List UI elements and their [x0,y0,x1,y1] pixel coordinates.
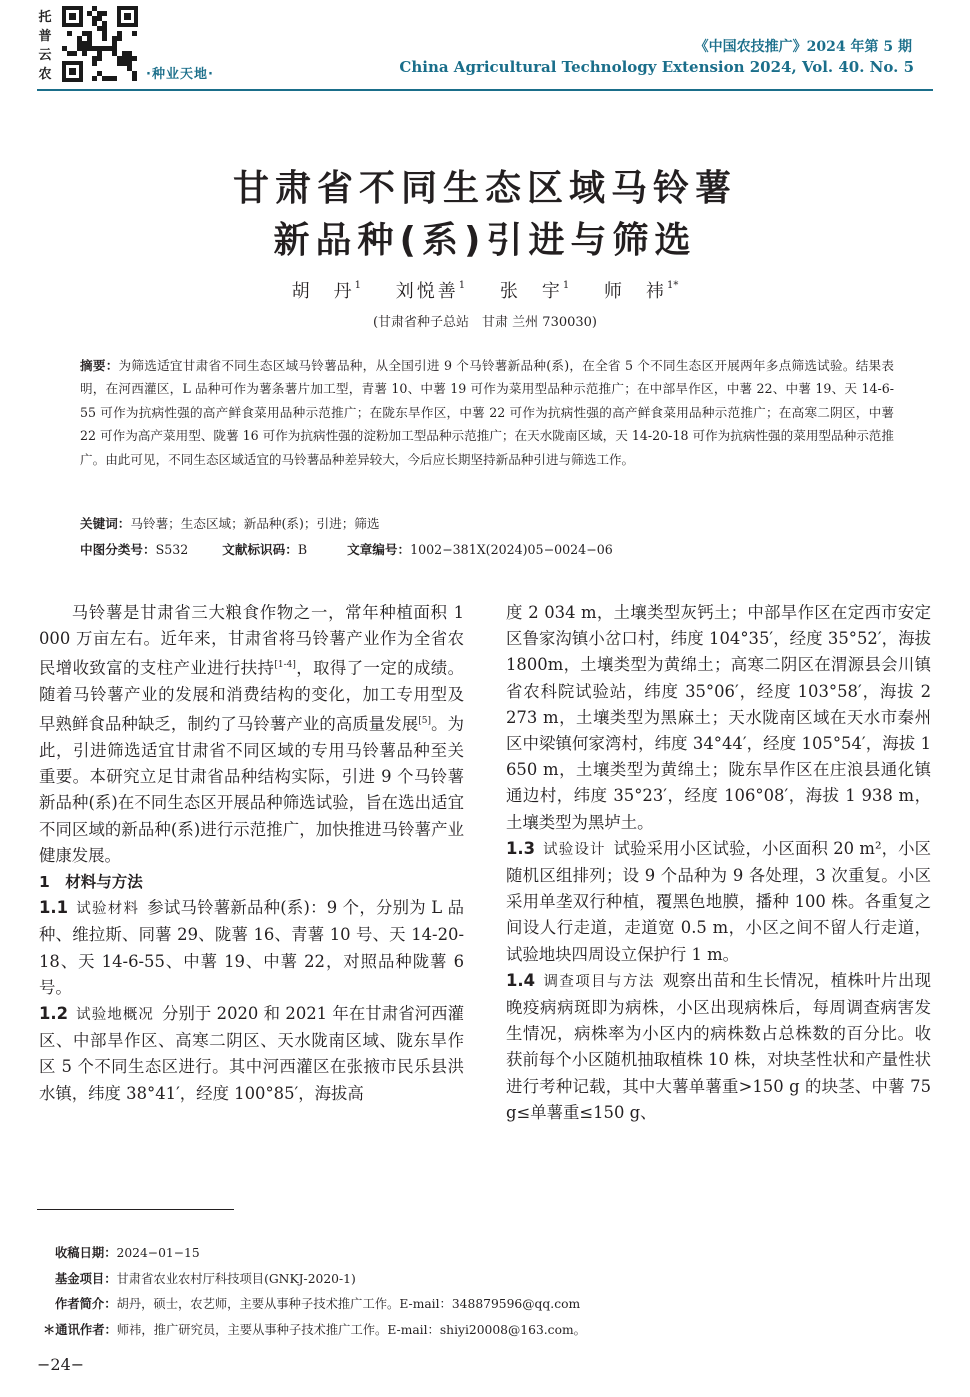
brand-char: 农 [38,67,52,82]
brand-char: 托 [38,10,52,25]
brand-char: 云 [38,48,52,63]
abstract [80,354,894,471]
header-divider [37,89,933,91]
author-affil-mark: 1* [666,280,679,291]
doc-code-label: 文献标识码： [222,542,298,557]
qr-code-icon [62,6,138,82]
section-1-2-continued: 度 2 034 m，土壤类型灰钙土；中部旱作区在定西市安定区鲁家沟镇小岔口村，纬度 104°35′，经度 35°52′，海拔 1800m，土壤类型为黄绵土；高寒二阴区在渭源县会川镇省农科院试验站，纬度 35°06′，经度 103°58′，海拔 2 273 m，土壤类型为黑麻土；天水陇南区域在天水市秦州区中梁镇何家湾村，纬度 34°44′，经度 105°54′，海拔 1 650 m，土壤类型为黄绵土；陇东旱作区在庄浪县通化镇通边村，纬度 35°23′，经度 106°08′，海拔 1 938 m，土壤类型为黑垆土。 [506,603,931,832]
affiliation: (甘肃省种子总站 甘肃 兰州 730030) [372,315,598,330]
qr-module [97,56,102,61]
section-text: 分别于 2020 和 2021 年在甘肃省河西灌区、中部旱作区、高寒二阴区、天水陇南区域、陇东旱作区 5 个不同生态区进行。其中河西灌区在张掖市民乐县洪水镇，纬度 38°41′，经度 100°85′，海拔高 [39,1003,465,1103]
keywords-text: 马铃薯；生态区域；新品种(系)；引进；筛选 [130,516,380,531]
qr-module [117,36,122,41]
qr-module [112,76,117,81]
footnote-author [55,1292,925,1318]
author-affil-mark: 1 [458,280,466,291]
paper-title-line2: 新品种(系)引进与筛选 [273,220,697,261]
qr-module [72,51,77,56]
citation: [1-4] [274,660,296,671]
brand-vertical-text [37,8,53,84]
qr-module [132,76,137,81]
section-1-2 [39,1001,464,1107]
qr-module [132,56,137,61]
section-number: 1.4 [506,970,536,990]
body-column-left [39,600,464,1107]
footnote-value: 师祎，推广研究员，主要从事种子技术推广工作。E-mail：shiyi20008@163.com。 [116,1322,586,1337]
section-1-3 [506,836,931,968]
author-affil-mark: 1 [562,280,570,291]
footnote-fund [55,1267,925,1293]
qr-module [82,51,87,56]
intro-text-b: ，取得了一定的成绩。随着马铃薯产业的发展和消费结构的变化，加工专用型及早熟鲜食品种缺乏，制约了马铃薯产业的高质量发展 [39,658,465,734]
section-1-4 [506,968,931,1126]
footnote-label: 收稿日期： [55,1246,117,1260]
qr-module [102,36,107,41]
qr-module [67,31,72,36]
section-1-1 [39,895,464,1001]
footnote-value: 2024−01−15 [116,1246,200,1260]
journal-title-cn: 《中国农技推广》2024 年第 5 期 [694,39,912,55]
abstract-text: 为筛选适宜甘肃省不同生态区域马铃薯品种，从全国引进 9 个马铃薯新品种(系)，在全省 5 个不同生态区开展两年多点筛选试验。结果表明，在河西灌区，L 品种可作为薯条薯片加工型，青薯 10、中薯 19 可作为菜用型品种示范推广；在中部旱作区，中薯 22、中薯 19、天 14-6-55 可作为抗病性强的高产鲜食菜用品种示范推广；在陇东旱作区，中薯 22 可作为抗病性强的高产鲜食菜用品种示范推广；在高寒二阴区，中薯 22 可作为高产菜用型、陇薯 16 可作为抗病性强的淀粉加工型品种示范推广；在天水陇南区域，天 14-20-18 可作为抗病性强的菜用型品种示范推广。由此可见，不同生态区域适宜的马铃薯品种差异较大，今后应长期坚持新品种引进与筛选工作。 [80,358,894,467]
author-name: 师 祎 [603,281,667,302]
abstract-label: 摘要： [80,358,119,373]
intro-text-a: 马铃薯是甘肃省三大粮食作物之一，常年种植面积 1 000 万亩左右。近年来，甘肃省将马铃薯产业作为全省农民增收致富的支柱产业进行扶持 [39,603,464,678]
author-list [0,277,970,303]
intro-paragraph [39,600,464,869]
keywords-label: 关键词： [80,516,131,531]
section-heading-1: 1 材料与方法 [39,872,143,891]
page-number: −24− [37,1355,85,1374]
paper-title-line1: 甘肃省不同生态区域马铃薯 [232,168,737,209]
intro-text-c: 。为此，引进筛选适宜甘肃省不同区域的专用马铃薯品种至关重要。本研究立足甘肃省品种结构实际，引进 9 个马铃薯新品种(系)在不同生态区开展品种筛选试验，旨在选出适宜不同区域的新品种(系)进行示范推广，加快推进马铃薯产业健康发展。 [39,714,465,865]
footnote-corresponding [43,1318,925,1344]
footnote-divider [37,1209,234,1210]
clc-label: 中图分类号： [80,542,156,557]
article-no-value: 1002−381X(2024)05−0024−06 [410,542,613,557]
doc-code-value: B [297,542,308,557]
citation: [5] [418,716,432,727]
author-name: 张 宇 [499,281,563,302]
qr-module [92,76,97,81]
qr-module [92,61,97,66]
author-name: 刘悦善 [395,281,459,302]
footnote-label: 作者简介： [55,1297,117,1312]
section-text: 参试马铃薯新品种(系)：9 个，分别为 L 品种、维拉斯、同薯 29、陇薯 16、青薯 10 号、天 14-20-18、天 14-6-55、中薯 19、中薯 22，对照品种陇薯 6 号。 [39,898,465,997]
journal-title-en: China Agricultural Technology Extension 2024, Vol. 40. No. 5 [399,58,914,76]
article-no-label: 文章编号： [347,542,411,557]
section-text: 试验采用小区试验，小区面积 20 m²，小区随机区组排列；设 9 个品种为 9 各处理，3 次重复。小区采用单垄双行种植，覆黑色地膜，播种 100 株。各重复之间设人行走道，走道宽 0.5 m，小区之间不留人行走道，试验地块四周设立保护行 1 m。 [506,838,932,964]
section-number: 1.3 [506,838,536,858]
footnote-received [55,1241,925,1267]
body-column-right [506,600,931,1126]
qr-module [102,11,107,16]
clc-value: S532 [155,542,189,557]
section-title: 试验地概况 [76,1006,154,1023]
section-number: 1.2 [39,1003,69,1023]
footnote-label: ＊通讯作者： [43,1322,117,1337]
section-text: 观察出苗和生长情况，植株叶片出现晚疫病病斑即为病株，小区出现病株后，每周调查病害发生情况，病株率为小区内的病株数占总株数的百分比。收获前每个小区随机抽取植株 10 株，对块茎性状和产量性状进行考种记载，其中大薯单薯重>150 g 的块茎、中薯 75 g≤单薯重≤150 g、 [506,970,932,1122]
qr-module [132,31,137,36]
section-title: 试验设计 [543,841,606,858]
footnote-label: 基金项目： [55,1271,117,1286]
section-number: 1.1 [39,898,69,918]
footnote-value: 甘肃省农业农村厅科技项目(GNKJ-2020-1) [116,1271,356,1286]
footnotes [43,1241,925,1343]
section-tag: ·种业天地· [146,67,214,82]
section-title: 调查项目与方法 [543,973,655,990]
section-title: 试验材料 [76,901,140,918]
keywords [80,513,894,535]
footnote-value: 胡丹，硕士，农艺师，主要从事种子技术推广工作。E-mail：348879596@qq.com [116,1297,581,1312]
author-name: 胡 丹 [291,281,355,302]
brand-char: 普 [38,29,52,44]
classification-line [80,539,894,561]
author-affil-mark: 1 [354,280,362,291]
